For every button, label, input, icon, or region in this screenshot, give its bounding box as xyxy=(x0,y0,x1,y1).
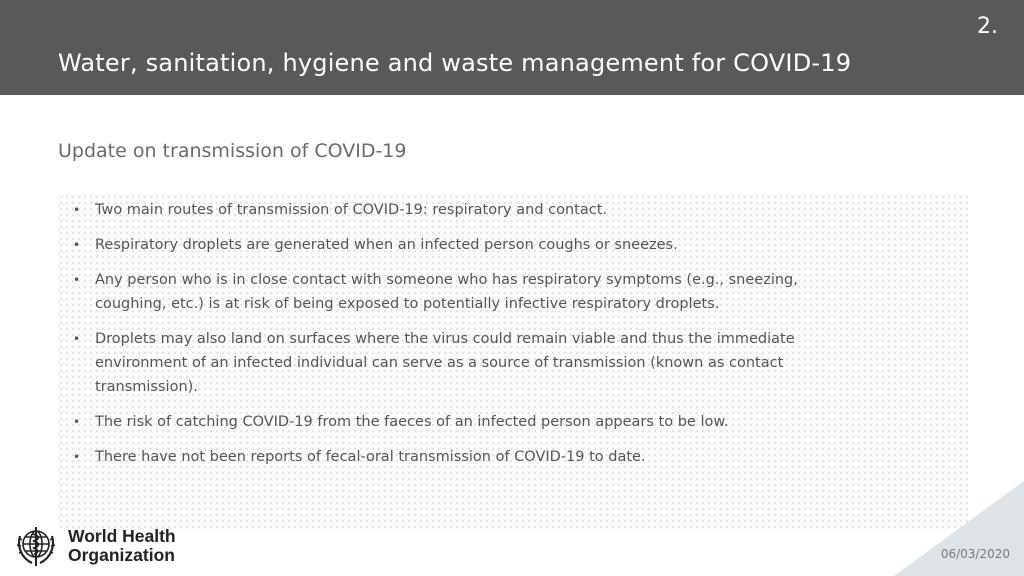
header-bar xyxy=(0,0,1024,95)
bullet-marker: • xyxy=(73,203,81,217)
bullet-list xyxy=(71,198,831,480)
logo-line-2: Organization xyxy=(68,545,175,565)
slide-date: 06/03/2020 xyxy=(940,547,1010,561)
bullet-marker: • xyxy=(73,273,81,287)
bullet-marker: • xyxy=(73,238,81,252)
slide-title: Water, sanitation, hygiene and waste management for COVID-19 xyxy=(58,49,852,77)
who-logo-text xyxy=(68,527,176,565)
content-box xyxy=(58,194,968,530)
bullet-item xyxy=(71,198,831,222)
who-logo xyxy=(12,522,176,570)
bullet-marker: • xyxy=(73,332,81,346)
slide-subtitle: Update on transmission of COVID-19 xyxy=(58,140,407,162)
bullet-marker: • xyxy=(73,450,81,464)
bullet-text: Two main routes of transmission of COVID-19: respiratory and contact. xyxy=(95,202,608,218)
logo-line-1: World Health xyxy=(68,526,176,546)
bullet-text: There have not been reports of fecal-oral transmission of COVID-19 to date. xyxy=(95,449,646,465)
bullet-item xyxy=(71,233,831,257)
bullet-item xyxy=(71,410,831,434)
corner-decoration xyxy=(844,481,1024,576)
bullet-marker: • xyxy=(73,415,81,429)
bullet-text: Respiratory droplets are generated when an infected person coughs or sneezes. xyxy=(95,237,678,253)
bullet-item xyxy=(71,268,831,316)
bullet-item xyxy=(71,327,831,399)
bullet-text: Any person who is in close contact with someone who has respiratory symptoms (e.g., sneezing, coughing, etc.) is at risk of being exposed to potentially infective respiratory droplets. xyxy=(95,272,798,312)
bullet-item xyxy=(71,445,831,469)
bullet-text: Droplets may also land on surfaces where the virus could remain viable and thus the immediate environment of an infected individual can serve as a source of transmission (known as contact transmission). xyxy=(95,331,795,395)
who-emblem-icon xyxy=(12,522,60,570)
bullet-text: The risk of catching COVID-19 from the faeces of an infected person appears to be low. xyxy=(95,414,729,430)
slide-number: 2. xyxy=(977,14,998,39)
